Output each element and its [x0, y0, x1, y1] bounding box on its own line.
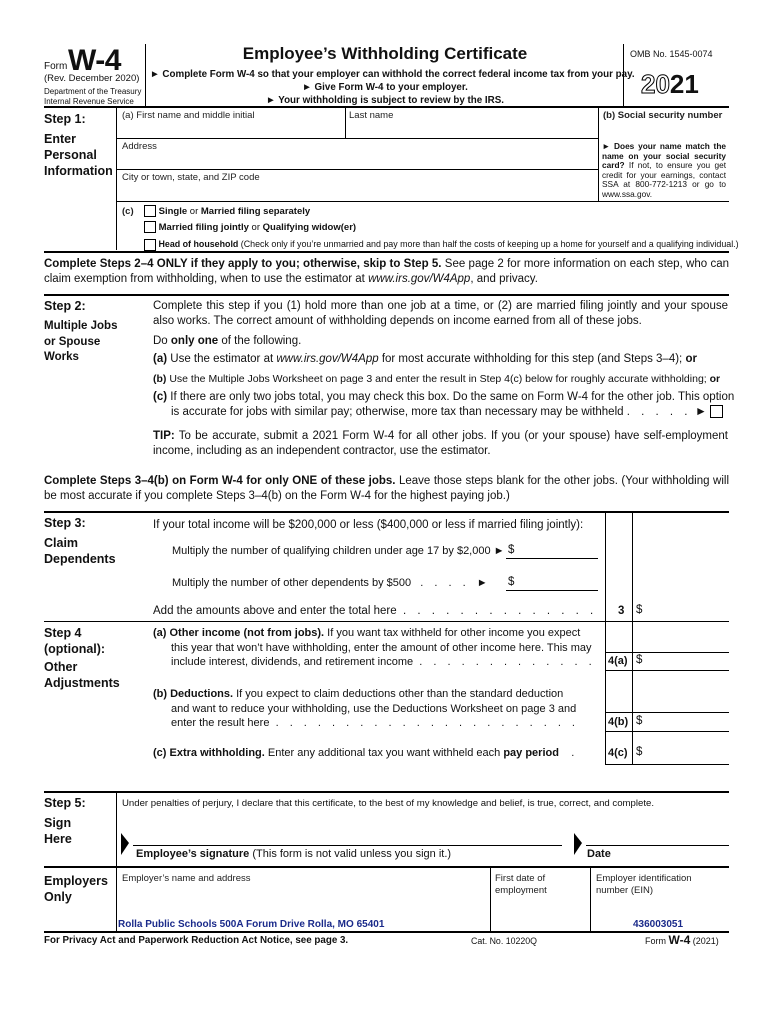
signature-date-field[interactable]	[588, 826, 726, 844]
employer-name-address-value[interactable]: Rolla Public Schools 500A Forum Drive Rolla, MO 65401	[118, 919, 385, 930]
status-hoh-row	[144, 236, 739, 252]
notice-steps-3-4b	[44, 474, 729, 504]
step4-top-rule	[44, 621, 729, 622]
status-mfj-text: Married filing jointly	[158, 222, 249, 233]
header-divider-right	[623, 44, 624, 106]
ssn-label	[603, 110, 722, 121]
perjury-statement: Under penalties of perjury, I declare that this certificate, to the best of my knowledge and belief, is true, correct, and complete.	[122, 798, 655, 809]
notice2-text: Leave those steps blank for the other jobs. (Your withholding will be most accurate if you complete Steps 3–4(b) on the Form W-4 for the highest paying job.)	[44, 475, 730, 502]
name-field-divider	[345, 107, 346, 138]
step2-label: Step 2:	[44, 299, 86, 313]
step2-c-tag: (c)	[153, 391, 168, 403]
employers-divider-1	[490, 867, 491, 932]
notice1-bold: Complete Steps 2–4 ONLY if they apply to you; otherwise, skip to Step 5.	[44, 258, 442, 270]
signature-line	[133, 845, 562, 846]
ssn-text: Social security number	[617, 110, 723, 121]
step4b-line3	[153, 716, 603, 731]
step2-a-or: or	[685, 353, 697, 365]
step2-intro: Complete this step if you (1) hold more than one job at a time, or (2) are married filing jointly and your spouse also works. The correct amount of withholding depends on income earned from all of these jobs.	[153, 300, 728, 327]
step1-left-border	[116, 107, 117, 250]
step1-bottom-rule	[44, 251, 729, 253]
step4a-box-bottom	[605, 670, 729, 671]
ssn-note-text: If not, to ensure you get credit for your earnings, contact SSA at 800-772-1213 or go to www.ssa.gov.	[602, 160, 726, 199]
status-mfs-text: Married filing separately	[200, 206, 311, 217]
step4-label	[44, 625, 105, 657]
step3-top-rule	[44, 511, 729, 513]
employers-top-rule	[44, 866, 729, 868]
step2-c-text2: is accurate for jobs with similar pay; otherwise, more tax than necessary may be withheld	[171, 406, 624, 418]
form-title: Employee’s Withholding Certificate	[242, 44, 528, 63]
step3-total-dots: . . . . . . . . . . . . . .	[402, 605, 598, 617]
instruction-3: ► Your withholding is subject to review by the IRS.	[266, 95, 504, 106]
address-field[interactable]	[122, 152, 594, 166]
form-word: Form	[44, 61, 68, 72]
status-hoh-text: Head of household	[158, 239, 239, 249]
step4b-line1	[153, 687, 603, 702]
instruction-2: ► Give Form W-4 to your employer.	[302, 82, 468, 93]
step3-other-dots: . . . . ►	[420, 577, 492, 589]
status-widow-text: Qualifying widow(er)	[262, 222, 357, 233]
employers-label-line1: Employers	[44, 874, 108, 888]
status-mfj-row	[144, 220, 739, 236]
status-hoh-note: (Check only if you’re unmarried and pay more than half the costs of keeping up a home for yourself and a qualifying individual.)	[238, 239, 739, 249]
privacy-notice: For Privacy Act and Paperwork Reduction Act Notice, see page 3.	[44, 935, 349, 946]
employee-signature-field[interactable]	[135, 826, 560, 844]
first-date-label: First date of employment	[495, 873, 547, 896]
step5-desc-line2: Here	[44, 832, 72, 846]
step5-description	[44, 815, 72, 847]
step2-c-text1: If there are only two jobs total, you may check this box. Do the same on Form W-4 for the other job. This option	[167, 391, 735, 403]
step3-children-field-rule	[506, 558, 598, 559]
form-id: W-4	[68, 44, 121, 77]
step4b-text3: enter the result here	[171, 717, 270, 729]
step2-a-tag: (a)	[153, 353, 168, 365]
footer-form-id	[645, 933, 719, 947]
step3-line-number: 3	[618, 605, 625, 617]
rule-address-bottom	[116, 169, 598, 170]
step2-option-a	[153, 352, 697, 367]
status-single-checkbox[interactable]	[144, 205, 156, 217]
step3-description	[44, 535, 116, 567]
step4b-line2: and want to reduce your withholding, use the Deductions Worksheet on page 3 and	[171, 702, 577, 715]
catalog-number: Cat. No. 10220Q	[471, 936, 538, 946]
step2-do-bold: only one	[170, 335, 219, 347]
step2-a-text2: for most accurate withholding for this step (and Steps 3–4);	[378, 353, 686, 365]
signature-arrow-icon	[120, 833, 130, 855]
step4b-dots: . . . . . . . . . . . . . . . . . . . . . .	[275, 717, 579, 729]
step4a-line-number: 4(a)	[608, 655, 628, 667]
step2-desc-line1: Multiple Jobs	[44, 320, 118, 332]
tax-year	[641, 69, 699, 100]
notice1-end: , and privacy.	[470, 273, 538, 285]
step4a-text1: If you want tax withheld for other income you expect	[324, 627, 581, 639]
step1-desc-line2: Personal	[44, 148, 97, 162]
step3-total-line	[153, 604, 597, 619]
form-instructions	[150, 68, 635, 107]
last-name-label: Last name	[349, 110, 394, 121]
ein-label: Employer identification number (EIN)	[596, 873, 692, 896]
step2-b-tag: (b)	[153, 373, 167, 385]
step4-description	[44, 659, 120, 691]
step2-option-c	[153, 390, 735, 420]
date-caption: Date	[587, 848, 611, 860]
filing-status-options	[144, 204, 739, 252]
notice-steps-2-4	[44, 257, 729, 287]
signature-caption-text: (This form is not valid unless you sign it.)	[249, 848, 452, 860]
step4c-box-bottom	[605, 764, 729, 765]
step3-children-dollar: $	[508, 544, 515, 556]
step1-desc-line1: Enter	[44, 132, 76, 146]
status-mfj-checkbox[interactable]	[144, 221, 156, 233]
tip-text: To be accurate, submit a 2021 Form W-4 for all other jobs. If you (or your spouse) have self-employment income, including as an independent contractor, use the estimator.	[153, 430, 728, 457]
tag-a: (a)	[122, 110, 134, 121]
ein-value[interactable]: 436003051	[633, 919, 684, 930]
status-or-1: or	[187, 206, 201, 217]
step5-label: Step 5:	[44, 796, 86, 810]
step3-other-field[interactable]	[518, 576, 598, 589]
step4c-dots: .	[571, 747, 575, 759]
step3-total-field[interactable]	[646, 604, 726, 618]
ssn-column-divider	[598, 107, 599, 201]
step4a-field[interactable]	[646, 654, 726, 668]
instruction-1: ► Complete Form W-4 so that your employer can withhold the correct federal income tax from your pay.	[150, 69, 635, 80]
step4b-box-top	[605, 712, 729, 713]
step3-other-text: Multiply the number of other dependents by $500	[172, 577, 412, 589]
step3-4-amount-column-mid	[632, 512, 633, 764]
tip-bold: TIP:	[153, 430, 175, 442]
employers-divider-2	[590, 867, 591, 932]
step2-c-dots: . . . . .	[626, 406, 692, 418]
ssn-match-note	[602, 142, 726, 200]
step3-intro: If your total income will be $200,000 or less ($400,000 or less if married filing jointly):	[153, 519, 584, 531]
step2-desc-line2: or Spouse	[44, 335, 101, 348]
step3-children-line: Multiply the number of qualifying children under age 17 by $2,000 ►	[172, 545, 505, 557]
step4-label-line1: Step 4	[44, 626, 82, 640]
step4a-text	[153, 626, 603, 670]
irs-label: Internal Revenue Service	[44, 97, 134, 106]
step2-do-pre: Do	[153, 335, 171, 347]
tax-year-bold: 21	[669, 69, 699, 99]
filing-status-tag: (c)	[122, 206, 134, 217]
tax-year-outline: 20	[641, 69, 670, 99]
ssn-field[interactable]	[603, 122, 727, 138]
employers-label-line2: Only	[44, 890, 72, 904]
step4-label-line2: (optional):	[44, 642, 106, 656]
header-bottom-rule	[44, 106, 729, 108]
step2-do-one	[153, 334, 301, 349]
step4a-line2: this year that won’t have withholding, enter the amount of other income here. This may	[171, 641, 592, 654]
employers-label	[44, 873, 108, 905]
step4-desc-line2: Adjustments	[44, 676, 120, 690]
step4c-bold: pay period	[503, 747, 559, 759]
step4b-head: (b) Deductions.	[153, 688, 234, 700]
step4a-dots: . . . . . . . . . . . . .	[419, 656, 596, 668]
step3-desc-line2: Dependents	[44, 552, 116, 566]
step5-top-rule	[44, 791, 729, 793]
step2-a-url[interactable]: www.irs.gov/W4App	[276, 353, 379, 365]
city-label: City or town, state, and ZIP code	[122, 172, 260, 183]
employers-left-border	[116, 867, 117, 932]
footer-form-word: Form	[645, 936, 669, 946]
step4c-line-number: 4(c)	[608, 747, 628, 759]
step1-label: Step 1:	[44, 112, 86, 126]
step4b-text1: If you expect to claim deductions other than the standard deduction	[233, 688, 564, 700]
step2-tip	[153, 429, 728, 459]
step4c-head: (c) Extra withholding.	[153, 747, 265, 759]
step4a-line1	[153, 626, 603, 641]
step3-other-field-rule	[506, 590, 598, 591]
step2-b-or: or	[709, 373, 721, 385]
rule-name-bottom	[116, 138, 598, 139]
first-name-text: First name and middle initial	[136, 110, 255, 121]
signature-caption-bold: Employee’s signature	[136, 848, 250, 860]
step2-do-post: of the following.	[218, 335, 302, 347]
step3-label: Step 3:	[44, 516, 86, 530]
step4a-dollar: $	[636, 654, 643, 666]
notice2-bold: Complete Steps 3–4(b) on Form W-4 for only ONE of these jobs.	[44, 475, 396, 487]
step2-desc-line3: Works	[44, 351, 79, 363]
step1-desc-line3: Information	[44, 164, 113, 178]
step4b-text	[153, 687, 603, 731]
first-name-field[interactable]	[122, 122, 340, 136]
step4c-text	[153, 746, 574, 761]
status-single-row	[144, 204, 739, 220]
footer-form-year: (2021)	[690, 936, 719, 946]
step3-4-amount-column-left	[605, 512, 606, 764]
notice1-text: See page 2 for more information on each step, who can claim exemption from withholding, when to use the estimator at	[44, 258, 729, 285]
step3-children-field[interactable]	[518, 544, 598, 557]
step4-desc-line1: Other	[44, 660, 78, 674]
step3-other-line	[172, 576, 492, 591]
step4c-field[interactable]	[646, 746, 726, 760]
step4c-dollar: $	[636, 746, 643, 758]
date-line	[586, 845, 729, 846]
step4a-box-top	[605, 652, 729, 653]
revision-date: (Rev. December 2020)	[44, 73, 140, 84]
rule-city-bottom	[116, 201, 729, 202]
step3-other-dollar: $	[508, 576, 515, 588]
step2-top-rule	[44, 294, 729, 296]
last-name-field[interactable]	[349, 122, 594, 136]
step4a-line3	[153, 655, 603, 670]
step3-total-text: Add the amounts above and enter the total here	[153, 605, 397, 617]
omb-number: OMB No. 1545-0074	[630, 49, 713, 59]
step3-total-dollar: $	[636, 604, 643, 616]
signature-caption	[136, 848, 451, 860]
footer-form-code: W-4	[668, 933, 691, 947]
step4b-box-bottom	[605, 731, 729, 732]
step4b-line-number: 4(b)	[608, 716, 629, 728]
status-hoh-checkbox[interactable]	[144, 239, 156, 251]
address-label: Address	[122, 141, 157, 152]
status-or-2: or	[248, 222, 263, 233]
step5-desc-line1: Sign	[44, 816, 72, 830]
ssn-note-bold: ► Does your name match the name on your social security card?	[602, 141, 726, 171]
status-single-text: Single	[158, 206, 188, 217]
step3-desc-line1: Claim	[44, 536, 79, 550]
first-date-field[interactable]	[495, 900, 585, 916]
two-jobs-checkbox[interactable]	[710, 405, 723, 418]
header-divider-left	[145, 44, 146, 106]
employer-name-label: Employer’s name and address	[122, 873, 251, 884]
step2-c-arrow: ►	[695, 404, 707, 418]
step4c-text1: Enter any additional tax you want withheld each	[264, 747, 504, 759]
step4a-head: (a) Other income (not from jobs).	[153, 627, 325, 639]
employers-bottom-rule	[44, 931, 729, 933]
step4a-text3: include interest, dividends, and retirement income	[171, 656, 414, 668]
notice1-url[interactable]: www.irs.gov/W4App	[368, 273, 471, 285]
step5-left-border	[116, 792, 117, 866]
step1-description	[44, 131, 113, 179]
tag-b: (b)	[603, 110, 616, 121]
date-arrow-icon	[573, 833, 583, 855]
step2-c-line1	[153, 390, 735, 405]
step2-c-line2	[153, 405, 728, 420]
step2-option-b	[153, 372, 720, 387]
department: Department of the Treasury	[44, 87, 142, 96]
city-field[interactable]	[122, 184, 594, 198]
step4b-field[interactable]	[646, 715, 726, 729]
step2-b-text: Use the Multiple Jobs Worksheet on page 3 and enter the result in Step 4(c) below for roughly accurate withholding;	[166, 373, 710, 385]
step2-a-text: Use the estimator at	[167, 353, 277, 365]
step4b-dollar: $	[636, 715, 643, 727]
first-name-label	[122, 110, 255, 121]
step2-description	[44, 319, 117, 366]
